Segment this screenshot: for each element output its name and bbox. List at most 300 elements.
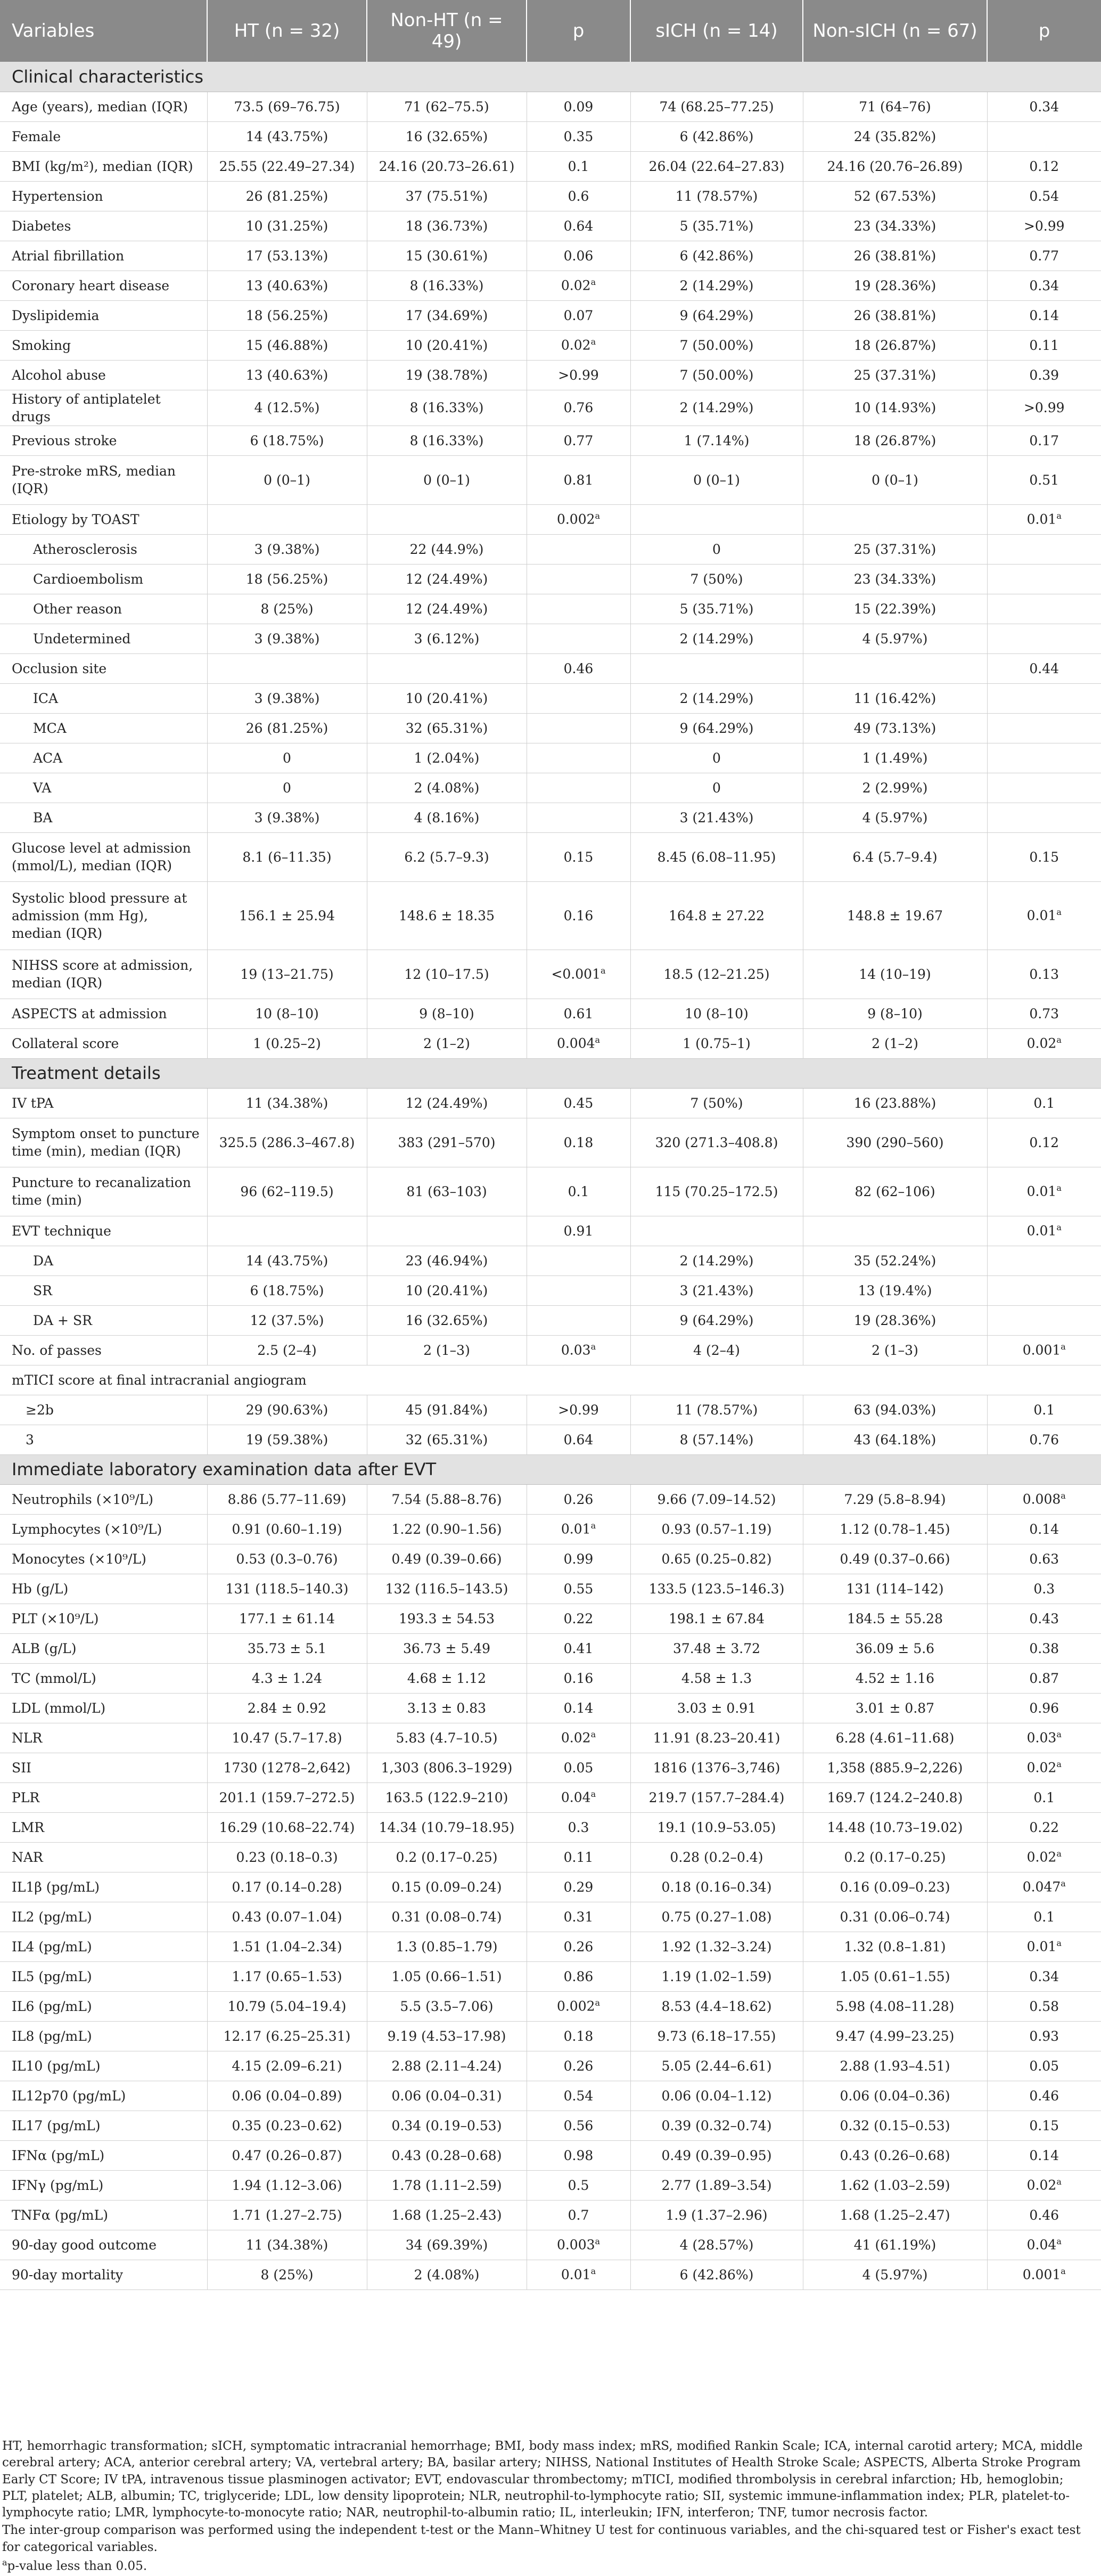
cell-non-ht — [367, 1723, 527, 1753]
cell-sich — [630, 1663, 803, 1693]
cell-value: 17 (53.13%) — [245, 248, 328, 264]
cell-value: 0.77 — [1029, 248, 1059, 264]
table-row — [0, 1275, 1101, 1305]
cell-p-sich — [987, 504, 1101, 534]
cell-value: 0.06 (0.04–1.12) — [661, 2088, 772, 2104]
table-row — [0, 594, 1101, 624]
cell-variable: History of antiplatelet drugs — [0, 390, 207, 426]
cell-p-sich — [987, 1753, 1101, 1782]
cell-variable: IFNγ (pg/mL) — [0, 2170, 207, 2200]
cell-value: 10.79 (5.04–19.4) — [227, 1998, 347, 2014]
table-row — [0, 211, 1101, 241]
table-row — [0, 1335, 1101, 1365]
cell-p-ht — [527, 455, 630, 504]
cell-ht — [207, 1275, 367, 1305]
cell-value: 1,358 (885.9–2,226) — [827, 1760, 963, 1776]
cell-value: 15 (30.61%) — [405, 248, 488, 264]
cell-value: 1.17 (0.65–1.53) — [232, 1968, 342, 1984]
cell-value: 1 (0.75–1) — [683, 1035, 751, 1051]
cell-value: 22 (44.9%) — [409, 541, 484, 557]
cell-non-sich — [803, 1305, 987, 1335]
cell-non-ht — [367, 1961, 527, 1991]
cell-sich — [630, 1812, 803, 1842]
cell-ht — [207, 1872, 367, 1902]
cell-ht — [207, 1167, 367, 1216]
cell-sich — [630, 653, 803, 683]
cell-non-ht — [367, 241, 527, 271]
cell-value: 19 (28.36%) — [853, 1312, 936, 1328]
table-row — [0, 534, 1101, 564]
cell-p-sich — [987, 271, 1101, 300]
cell-p-ht — [527, 300, 630, 330]
cell-non-ht — [367, 330, 527, 360]
cell-value: 24.16 (20.73–26.61) — [379, 158, 515, 174]
cell-value: 148.8 ± 19.67 — [847, 907, 943, 923]
table-row — [0, 832, 1101, 881]
cell-value: 16.29 (10.68–22.74) — [219, 1819, 355, 1835]
cell-value: 3.03 ± 0.91 — [677, 1700, 757, 1716]
cell-value: 0.75 (0.27–1.08) — [661, 1909, 772, 1925]
significance-mark: a — [590, 1789, 596, 1800]
cell-sich — [630, 92, 803, 121]
cell-p-sich — [987, 1425, 1101, 1454]
cell-p-sich — [987, 2260, 1101, 2289]
cell-p-ht — [527, 743, 630, 773]
cell-value: 320 (271.3–408.8) — [655, 1134, 778, 1150]
cell-value: 3 (9.38%) — [254, 541, 320, 557]
cell-ht — [207, 2081, 367, 2111]
cell-p-sich — [987, 743, 1101, 773]
cell-p-sich — [987, 1275, 1101, 1305]
significance-mark: a — [1056, 511, 1062, 521]
cell-value: 0.003 — [556, 2237, 595, 2253]
cell-p-sich — [987, 2111, 1101, 2140]
cell-value: 0.46 — [1029, 2207, 1059, 2223]
cell-ht — [207, 504, 367, 534]
table-row — [0, 1365, 1101, 1395]
cell-value: 0.65 (0.25–0.82) — [661, 1551, 772, 1567]
cell-value: 11 (78.57%) — [675, 1402, 758, 1418]
cell-value: 9 (8–10) — [867, 1005, 923, 1021]
cell-non-ht — [367, 300, 527, 330]
cell-value: 2 (1–2) — [872, 1035, 918, 1051]
cell-value: 13 (40.63%) — [245, 277, 328, 293]
cell-value: 1.22 (0.90–1.56) — [391, 1521, 502, 1537]
cell-non-sich — [803, 1693, 987, 1723]
cell-value: 10 (14.93%) — [853, 400, 936, 415]
cell-p-ht — [527, 1088, 630, 1118]
cell-value: 1,303 (806.3–1929) — [381, 1760, 513, 1776]
cell-p-sich — [987, 1028, 1101, 1058]
table-row — [0, 360, 1101, 390]
cell-non-sich — [803, 683, 987, 713]
cell-value: 0.76 — [1029, 1432, 1059, 1448]
cell-p-sich — [987, 390, 1101, 426]
cell-variable: TNFα (pg/mL) — [0, 2200, 207, 2230]
cell-value: 4 (28.57%) — [679, 2237, 754, 2253]
cell-value: 2.84 ± 0.92 — [247, 1700, 327, 1716]
cell-p-sich — [987, 1167, 1101, 1216]
cell-non-ht — [367, 1514, 527, 1544]
cell-value: 8.1 (6–11.35) — [242, 849, 332, 865]
cell-variable: IL10 (pg/mL) — [0, 2051, 207, 2081]
cell-value: 4 (5.97%) — [862, 631, 928, 647]
cell-p-sich — [987, 330, 1101, 360]
cell-p-ht — [527, 1872, 630, 1902]
cell-value: 0 (0–1) — [693, 472, 740, 488]
cell-value: 96 (62–119.5) — [240, 1183, 334, 1199]
cell-value: 18 (26.87%) — [853, 432, 936, 448]
cell-ht — [207, 1305, 367, 1335]
cell-p-sich — [987, 1118, 1101, 1167]
cell-ht — [207, 2140, 367, 2170]
cell-p-sich — [987, 1604, 1101, 1633]
cell-p-sich — [987, 1305, 1101, 1335]
cell-non-ht — [367, 455, 527, 504]
cell-value: 0.56 — [563, 2117, 594, 2133]
cell-value: 0.23 (0.18–0.3) — [236, 1849, 338, 1865]
cell-sich — [630, 181, 803, 211]
cell-value: 6.28 (4.61–11.68) — [835, 1730, 955, 1746]
cell-variable: 90-day mortality — [0, 2260, 207, 2289]
cell-value: 35 (52.24%) — [853, 1253, 936, 1269]
cell-ht — [207, 1425, 367, 1454]
cell-variable: Systolic blood pressure at admission (mm Hg), median (IQR) — [0, 881, 207, 950]
cell-ht — [207, 1842, 367, 1872]
cell-p-sich — [987, 92, 1101, 121]
cell-p-ht — [527, 1275, 630, 1305]
cell-value: 0.01 — [1026, 1223, 1057, 1239]
cell-value: 14 (43.75%) — [245, 128, 328, 144]
cell-p-sich — [987, 241, 1101, 271]
cell-variable: Glucose level at admission (mmol/L), median (IQR) — [0, 832, 207, 881]
cell-non-sich — [803, 390, 987, 426]
table-row — [0, 426, 1101, 455]
cell-value: 156.1 ± 25.94 — [239, 907, 335, 923]
cell-value: 15 (46.88%) — [245, 337, 328, 353]
cell-variable: NAR — [0, 1842, 207, 1872]
cell-value: 184.5 ± 55.28 — [847, 1610, 943, 1626]
cell-non-sich — [803, 594, 987, 624]
header-non-sich: Non-sICH (n = 67) — [803, 0, 987, 62]
cell-value: 24 (35.82%) — [853, 128, 936, 144]
cell-value: 1.68 (1.25–2.47) — [840, 2207, 950, 2223]
cell-value: 7 (50.00%) — [679, 337, 754, 353]
cell-p-ht — [527, 426, 630, 455]
section-title: Immediate laboratory examination data after EVT — [0, 1454, 1101, 1484]
cell-ht — [207, 1753, 367, 1782]
cell-value: 0.64 — [563, 1432, 594, 1448]
significance-mark: a — [590, 1342, 596, 1352]
cell-value: 9.66 (7.09–14.52) — [657, 1491, 776, 1507]
cell-value: 0.93 (0.57–1.19) — [661, 1521, 772, 1537]
cell-value: 9.47 (4.99–23.25) — [835, 2028, 955, 2044]
cell-non-sich — [803, 1167, 987, 1216]
cell-p-sich — [987, 950, 1101, 999]
cell-non-sich — [803, 653, 987, 683]
cell-sich — [630, 564, 803, 594]
cell-ht — [207, 1118, 367, 1167]
table-row — [0, 2230, 1101, 2260]
cell-variable: Puncture to recanalization time (min) — [0, 1167, 207, 1216]
cell-sich — [630, 803, 803, 832]
cell-value: 8 (16.33%) — [409, 277, 484, 293]
cell-p-ht — [527, 2230, 630, 2260]
cell-ht — [207, 1028, 367, 1058]
cell-value: 6 (18.75%) — [250, 1282, 324, 1298]
cell-ht — [207, 1932, 367, 1961]
cell-p-ht — [527, 1216, 630, 1246]
cell-value: 1.32 (0.8–1.81) — [844, 1939, 946, 1955]
cell-value: 0.64 — [563, 218, 594, 234]
cell-ht — [207, 211, 367, 241]
cell-value: 2 (14.29%) — [679, 277, 754, 293]
cell-sich — [630, 1425, 803, 1454]
cell-non-ht — [367, 564, 527, 594]
cell-value: 25.55 (22.49–27.34) — [219, 158, 355, 174]
cell-sich — [630, 151, 803, 181]
cell-value: 23 (46.94%) — [405, 1253, 488, 1269]
cell-value: 0.01 — [1026, 511, 1057, 527]
cell-p-ht — [527, 211, 630, 241]
cell-value: 2 (14.29%) — [679, 400, 754, 415]
cell-non-ht — [367, 92, 527, 121]
cell-value: 0.46 — [563, 660, 594, 676]
cell-value: 8 (16.33%) — [409, 432, 484, 448]
cell-sich — [630, 1842, 803, 1872]
cell-value: 10 (20.41%) — [405, 337, 488, 353]
table-row — [0, 1544, 1101, 1574]
cell-value: 0.77 — [563, 432, 594, 448]
cell-sich — [630, 534, 803, 564]
cell-value: 11 (34.38%) — [245, 2237, 328, 2253]
cell-value: 0.1 — [1033, 1789, 1055, 1805]
cell-non-sich — [803, 300, 987, 330]
cell-value: 0.16 — [563, 907, 594, 923]
cell-value: 2.77 (1.89–3.54) — [661, 2177, 772, 2193]
cell-value: 4 (2–4) — [693, 1342, 740, 1358]
cell-value: 10 (20.41%) — [405, 690, 488, 706]
table-row — [0, 1663, 1101, 1693]
cell-value: 0.26 — [563, 1491, 594, 1507]
cell-value: 169.7 (124.2–240.8) — [827, 1789, 963, 1805]
cell-ht — [207, 832, 367, 881]
cell-variable: IL2 (pg/mL) — [0, 1902, 207, 1932]
cell-value: 0.14 — [563, 1700, 594, 1716]
significance-mark: a — [595, 2236, 601, 2247]
table-body — [0, 62, 1101, 2289]
cell-value: 8 (25%) — [260, 601, 314, 617]
cell-non-sich — [803, 1484, 987, 1514]
cell-value: 73.5 (69–76.75) — [234, 99, 340, 115]
significance-mark: a — [1056, 1938, 1062, 1949]
cell-value: 37.48 ± 3.72 — [672, 1640, 761, 1656]
cell-variable: 90-day good outcome — [0, 2230, 207, 2260]
significance-mark: a — [1056, 1183, 1062, 1193]
cell-value: 1816 (1376–3,746) — [653, 1760, 780, 1776]
cell-value: 0.14 — [1029, 307, 1059, 323]
cell-ht — [207, 773, 367, 803]
table-row — [0, 390, 1101, 426]
cell-p-sich — [987, 1842, 1101, 1872]
cell-value: 0.63 — [1029, 1551, 1059, 1567]
cell-non-ht — [367, 2021, 527, 2051]
cell-value: 0.02 — [561, 337, 591, 353]
cell-value: 1.05 (0.66–1.51) — [391, 1968, 502, 1984]
cell-value: 6 (18.75%) — [250, 432, 324, 448]
cell-value: 0.46 — [1029, 2088, 1059, 2104]
cell-p-sich — [987, 300, 1101, 330]
cell-ht — [207, 426, 367, 455]
cell-ht — [207, 1663, 367, 1693]
cell-p-ht — [527, 271, 630, 300]
cell-p-ht — [527, 504, 630, 534]
cell-non-ht — [367, 2200, 527, 2230]
cell-ht — [207, 1604, 367, 1633]
cell-value: 177.1 ± 61.14 — [239, 1610, 335, 1626]
cell-value: 7 (50%) — [690, 571, 743, 587]
cell-non-ht — [367, 950, 527, 999]
cell-sich — [630, 1544, 803, 1574]
cell-sich — [630, 1693, 803, 1723]
cell-value: 16 (23.88%) — [853, 1095, 936, 1111]
table-row — [0, 504, 1101, 534]
table-row — [0, 1723, 1101, 1753]
cell-p-ht — [527, 1753, 630, 1782]
cell-value: 0.44 — [1029, 660, 1059, 676]
cell-p-ht — [527, 713, 630, 743]
cell-non-sich — [803, 504, 987, 534]
cell-p-sich — [987, 121, 1101, 151]
cell-value: 26.04 (22.64–27.83) — [648, 158, 785, 174]
cell-non-ht — [367, 534, 527, 564]
cell-value: 26 (38.81%) — [853, 307, 936, 323]
cell-value: 2 (1–3) — [423, 1342, 470, 1358]
cell-value: 4.15 (2.09–6.21) — [232, 2058, 342, 2074]
cell-non-sich — [803, 2260, 987, 2289]
cell-value: 0.93 — [1029, 2028, 1059, 2044]
cell-value: 131 (118.5–140.3) — [225, 1581, 349, 1597]
cell-non-sich — [803, 1028, 987, 1058]
cell-variable: IL17 (pg/mL) — [0, 2111, 207, 2140]
cell-ht — [207, 1544, 367, 1574]
significance-mark: a — [1061, 1491, 1066, 1501]
cell-p-ht — [527, 999, 630, 1028]
cell-value: 16 (32.65%) — [405, 1312, 488, 1328]
cell-p-ht — [527, 1118, 630, 1167]
significance-mark: a — [1056, 2236, 1062, 2247]
cell-non-sich — [803, 1425, 987, 1454]
cell-sich — [630, 2230, 803, 2260]
cell-sich — [630, 1335, 803, 1365]
cell-sich — [630, 271, 803, 300]
cell-value: 2 (14.29%) — [679, 1253, 754, 1269]
significance-mark: a — [590, 337, 596, 347]
cell-value: 32 (65.31%) — [405, 1432, 488, 1448]
cell-p-sich — [987, 2051, 1101, 2081]
cell-p-ht — [527, 2051, 630, 2081]
cell-value: 5 (35.71%) — [679, 601, 754, 617]
cell-value: 0.73 — [1029, 1005, 1059, 1021]
cell-p-sich — [987, 426, 1101, 455]
cell-value: 0.18 — [563, 1134, 594, 1150]
cell-value: 0.28 (0.2–0.4) — [670, 1849, 763, 1865]
table-row — [0, 121, 1101, 151]
cell-non-ht — [367, 181, 527, 211]
cell-value: 0.1 — [1033, 1402, 1055, 1418]
cell-value: 4 (5.97%) — [862, 809, 928, 825]
cell-value: 71 (64–76) — [859, 99, 931, 115]
header-row — [0, 0, 1101, 62]
cell-sich — [630, 1514, 803, 1544]
cell-variable: Pre-stroke mRS, median (IQR) — [0, 455, 207, 504]
cell-value: 0.04 — [561, 1789, 591, 1805]
cell-value: 0.49 (0.39–0.66) — [391, 1551, 502, 1567]
cell-ht — [207, 743, 367, 773]
cell-ht — [207, 241, 367, 271]
cell-value: 2.88 (2.11–4.24) — [391, 2058, 502, 2074]
cell-value: 0.16 — [563, 1670, 594, 1686]
cell-sich — [630, 300, 803, 330]
cell-non-sich — [803, 1842, 987, 1872]
cell-non-sich — [803, 181, 987, 211]
cell-non-ht — [367, 2051, 527, 2081]
significance-mark: a — [1056, 1035, 1062, 1045]
cell-sich — [630, 743, 803, 773]
cell-value: 19 (38.78%) — [405, 367, 488, 383]
cell-non-sich — [803, 773, 987, 803]
cell-non-sich — [803, 713, 987, 743]
cell-sich — [630, 121, 803, 151]
cell-value: 13 (19.4%) — [858, 1282, 932, 1298]
cell-value: 0.001 — [1022, 2267, 1061, 2283]
cell-variable: LMR — [0, 1812, 207, 1842]
cell-p-ht — [527, 92, 630, 121]
cell-ht — [207, 1633, 367, 1663]
cell-p-ht — [527, 534, 630, 564]
cell-ht — [207, 2230, 367, 2260]
cell-non-ht — [367, 653, 527, 683]
table-row — [0, 1028, 1101, 1058]
cell-variable: Neutrophils (×10⁹/L) — [0, 1484, 207, 1514]
cell-value: 0.16 (0.09–0.23) — [840, 1879, 950, 1895]
cell-value: 0.34 (0.19–0.53) — [391, 2117, 502, 2133]
cell-sich — [630, 1028, 803, 1058]
cell-value: 0.76 — [563, 400, 594, 415]
cell-value: 0.05 — [1029, 2058, 1059, 2074]
table-row — [0, 2200, 1101, 2230]
cell-value: 164.8 ± 27.22 — [669, 907, 765, 923]
cell-p-sich — [987, 1216, 1101, 1246]
cell-value: 0.34 — [1029, 277, 1059, 293]
cell-value: 11 (34.38%) — [245, 1095, 328, 1111]
cell-non-ht — [367, 594, 527, 624]
cell-value: 0.008 — [1022, 1491, 1061, 1507]
cell-ht — [207, 1723, 367, 1753]
cell-p-sich — [987, 564, 1101, 594]
cell-value: 9.73 (6.18–17.55) — [657, 2028, 776, 2044]
cell-value: 219.7 (157.7–284.4) — [648, 1789, 785, 1805]
cell-value: 0.12 — [1029, 1134, 1059, 1150]
cell-value: 0.002 — [556, 511, 595, 527]
cell-non-sich — [803, 455, 987, 504]
cell-value: 8 (16.33%) — [409, 400, 484, 415]
cell-non-ht — [367, 1693, 527, 1723]
cell-non-ht — [367, 1305, 527, 1335]
cell-value: 0.34 — [1029, 99, 1059, 115]
cell-non-ht — [367, 881, 527, 950]
cell-value: 0.06 (0.04–0.31) — [391, 2088, 502, 2104]
